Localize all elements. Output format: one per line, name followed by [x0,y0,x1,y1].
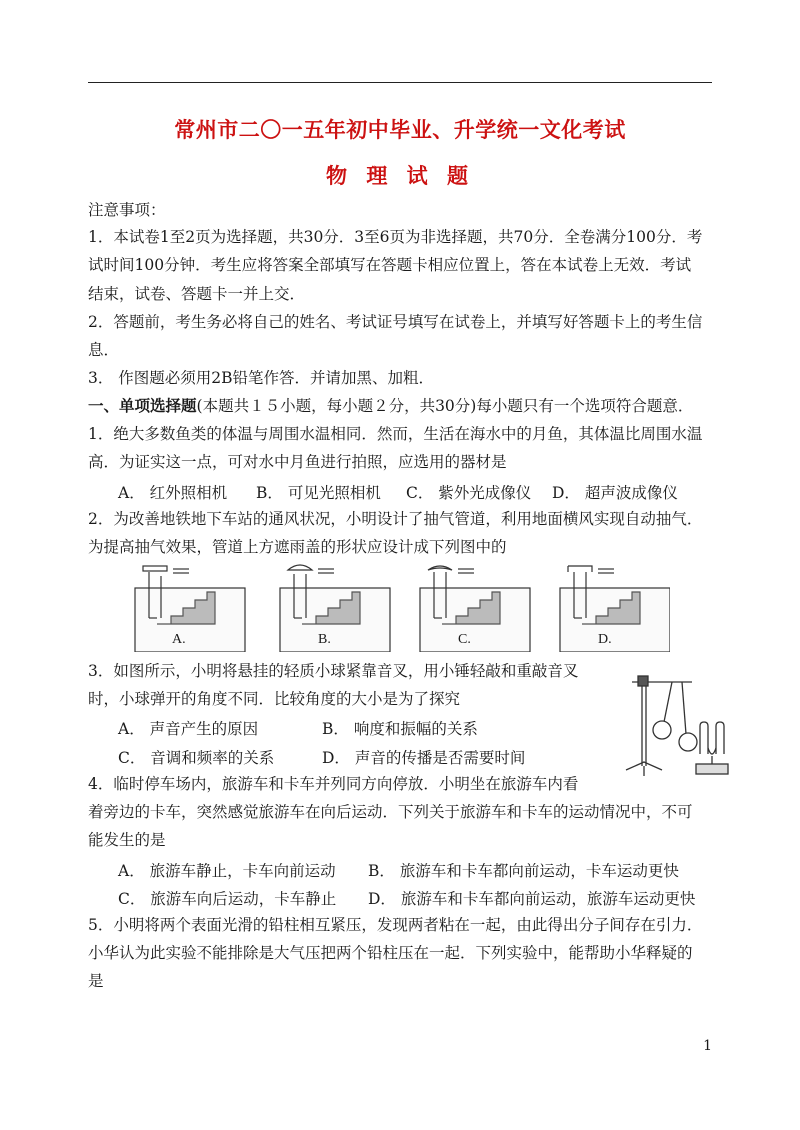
q1-stem: 高．为证实这一点，可对水中月鱼进行拍照，应选用的器材是 [88,453,507,471]
q2-label-b: B. [318,632,331,647]
q3-options-row [118,717,478,739]
q1-options [118,481,678,503]
notes-line: 2．答题前，考生务必将自己的姓名、考试证号填写在试卷上，并填写好答题卡上的考生信 [88,313,703,331]
q3-option-c: C． 音调和频率的关系 [118,749,275,767]
q4-option-b: B． 旅游车和卡车都向前运动，卡车运动更快 [368,862,679,880]
q1-stem: 1．绝大多数鱼类的体温与周围水温相同．然而，生活在海水中的月鱼，其体温比周围水温 [88,425,703,443]
q4-options-row [118,859,679,881]
notes-line: 1．本试卷1至2页为选择题，共30分．3至6页为非选择题，共70分．全卷满分100分．考 [88,228,703,246]
section-title: 一、单项选择题 [88,397,197,415]
q2-label-a: A. [172,632,186,647]
notes-heading: 注意事项： [88,201,166,219]
q3-stem: 时，小球弹开的角度不同．比较角度的大小是为了探究 [88,690,461,708]
header-rule [88,82,712,83]
q2-label-c: C. [458,632,471,647]
q3-option-d: D． 声音的传播是否需要时间 [322,749,526,767]
q4-options-row [118,887,695,909]
q5-stem: 小华认为此实验不能排除是大气压把两个铅柱压在一起．下列实验中，能帮助小华释疑的 [88,944,693,962]
q2-label-d: D. [598,632,612,647]
q1-option-c: C． 紫外光成像仪 [406,484,532,502]
exam-subtitle: 物 理 试 题 [326,164,474,188]
q4-option-c: C． 旅游车向后运动，卡车静止 [118,890,337,908]
q1-option-d: D． 超声波成像仪 [552,484,678,502]
tuning-fork-figure [612,668,730,780]
notes-line: 试时间100分钟．考生应将答案全部填写在答题卡相应位置上，答在本试卷上无效．考试 [88,256,692,274]
q2-figure-options [130,560,670,652]
section-heading [88,396,693,416]
q5-stem: 是 [88,972,104,990]
q3-option-b: B． 响度和振幅的关系 [322,720,478,738]
notes-line: 结束，试卷、答题卡一并上交． [88,285,306,303]
section-desc: (本题共１５小题，每小题２分，共30分)每小题只有一个选项符合题意． [196,397,694,415]
q4-stem: 4．临时停车场内，旅游车和卡车并列同方向停放．小明坐在旅游车内看 [88,775,579,793]
q3-options-row [118,746,525,768]
q4-stem: 着旁边的卡车，突然感觉旅游车在向后运动．下列关于旅游车和卡车的运动情况中，不可 [88,803,693,821]
q3-stem: 3．如图所示，小明将悬挂的轻质小球紧靠音叉，用小锤轻敲和重敲音叉 [88,662,579,680]
q1-option-a: A． 红外照相机 [118,484,228,502]
exam-title: 常州市二〇一五年初中毕业、升学统一文化考试 [174,118,626,142]
q4-option-d: D． 旅游车和卡车都向前运动，旅游车运动更快 [368,890,696,908]
page-number: 1 [703,1038,712,1054]
q2-stem: 2．为改善地铁地下车站的通风状况，小明设计了抽气管道，利用地面横风实现自动抽气． [88,510,703,528]
q5-stem: 5．小明将两个表面光滑的铅柱相互紧压，发现两者粘在一起，由此得出分子间存在引力． [88,916,703,934]
q4-option-a: A． 旅游车静止，卡车向前运动 [118,862,336,880]
q1-option-b: B． 可见光照相机 [256,484,381,502]
q2-stem: 为提高抽气效果，管道上方遮雨盖的形状应设计成下列图中的 [88,538,507,556]
q3-option-a: A． 声音产生的原因 [118,720,259,738]
notes-line: 息． [88,341,120,359]
notes-line: 3． 作图题必须用2B铅笔作答．并请加黑、加粗． [88,369,435,387]
q4-stem: 能发生的是 [88,831,166,849]
